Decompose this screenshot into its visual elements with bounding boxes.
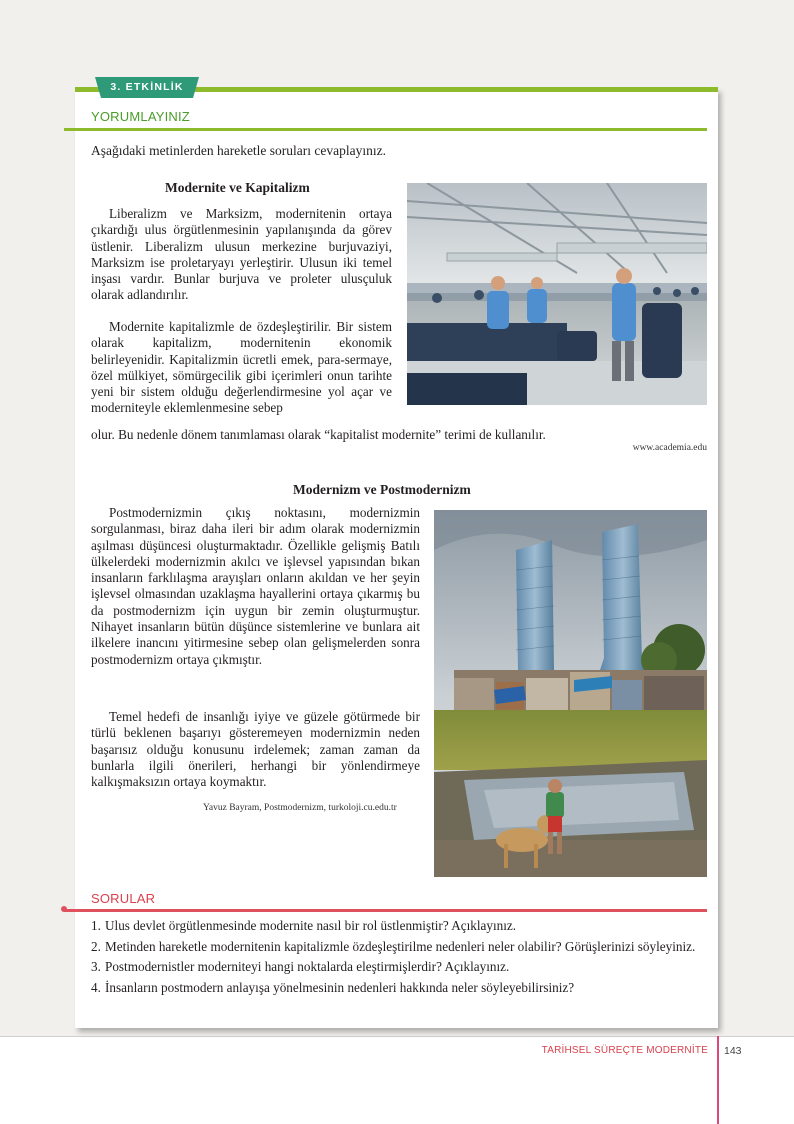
article2-source: Yavuz Bayram, Postmodernizm, turkoloji.cu.edu.tr (203, 803, 397, 813)
question-number: 2. (91, 938, 101, 954)
questions-title: SORULAR (91, 891, 156, 906)
running-title: TARİHSEL SÜREÇTE MODERNİTE (541, 1045, 708, 1056)
article2-title: Modernizm ve Postmodernizm (293, 482, 471, 497)
question-item (91, 939, 707, 956)
footer-marker-line (717, 1036, 719, 1124)
article2-paragraph2: Temel hedefi de insanlığı iyiye ve güzele götürmede bir türlü beklenen başarıyı gösteremeyen modernizmin neden başarısız olduğu konusunu irdelemek; zaman zaman da bunlarla ilgili önerileri, herhangi bir yönlendirmeye kalkışmaksızın ortaya koymaktır. (91, 709, 420, 790)
article1-source: www.academia.edu (632, 443, 707, 453)
towers-slum-photo (434, 510, 707, 877)
question-item (91, 918, 707, 935)
section-title: YORUMLAYINIZ (91, 109, 190, 124)
article1-paragraph2: Modernite kapitalizmle de özdeşleştirilir. Bir sistem olarak kapitalizm, modernitenin ekonomik belirleyenidir. Kapitalizmin ücretli emek, para-sermaye, özel mülkiyet, sömürgecilik gibi içerimleri onun tarihte yeni bir sistem olduğu değerlendirmesine yol açar ve moderniteyle eklemlenmesine sebep (91, 319, 392, 416)
question-item (91, 980, 707, 997)
activity-tab: 3. ETKİNLİK (101, 77, 193, 98)
questions-rule (64, 909, 707, 912)
instructions: Aşağıdaki metinlerden hareketle soruları cevaplayınız. (91, 143, 387, 158)
section-rule (64, 128, 707, 131)
question-text: Metinden hareketle modernitenin kapitalizmle özdeşleştirilme nedenleri neler olabilir? Görüşlerinizi söyleyiniz. (105, 938, 696, 954)
page-divider (0, 1036, 794, 1037)
question-number: 3. (91, 959, 101, 974)
question-number: 1. (91, 918, 101, 933)
article1-paragraph2-continued: olur. Bu nedenle dönem tanımlaması olarak “kapitalist modernite” terimi de kullanılır. (91, 427, 546, 442)
questions-list (91, 918, 707, 1000)
article1-paragraph1: Liberalizm ve Marksizm, modernitenin ortaya çıkardığı ulus örgütlenmesinin yapılanışında da görev üstlenir. Liberalizm ulusun merkezine burjuvaziyi, Marksizm ise proletaryayı yerleştirir. Ulusun iki temel inşası vardır. Bunlar burjuva ve proleter ulusçuluk olarak adlandırılır. (91, 206, 392, 303)
question-text: Ulus devlet örgütlenmesinde modernite nasıl bir rol üstlenmiştir? Açıklayınız. (105, 918, 517, 933)
article1-title: Modernite ve Kapitalizm (165, 180, 310, 195)
question-text: İnsanların postmodern anlayışa yönelmesinin nedenleri hakkında neler söyleyebilirsiniz? (105, 979, 575, 995)
factory-photo (407, 183, 707, 405)
page-number: 143 (724, 1045, 742, 1057)
question-text: Postmodernistler moderniteyi hangi noktalarda eleştirmişlerdir? Açıklayınız. (105, 959, 510, 974)
question-item (91, 959, 707, 976)
article2-paragraph1: Postmodernizmin çıkış noktasını, modernizmin sorgulanması, biraz daha ileri bir adım olarak modernizmin aşılması düşüncesi oluşturmaktadır. Özellikle gelişmiş Batılı ülkelerdeki modernizmin akılcı ve işlevsel yapısından bıkan insanların farklılaşma arayışları onların akıldan ve her şeyin işlevsel olmasından uzaklaşma hayallerini ortaya çıkarmış bu da postmodernizm için uygun bir zemin oluşturmuştur. Nihayet insanların bütün düşünce sistemlerine ve bunlara ait ilkelere inancını yitirmesine sebep olan gelişmelerden sonra postmodernizm ortaya çıkmıştır. (91, 505, 420, 667)
question-number: 4. (91, 979, 101, 995)
